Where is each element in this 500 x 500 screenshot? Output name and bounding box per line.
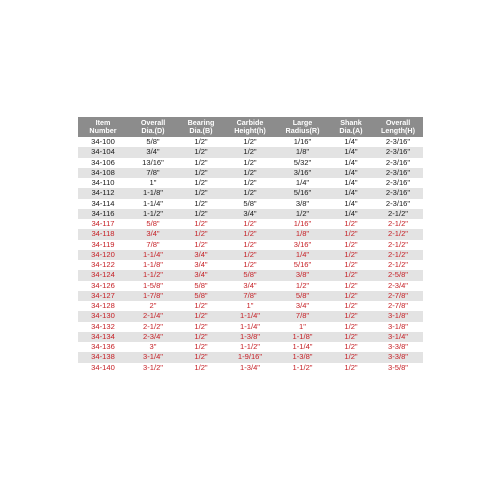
cell-overall-length: 2-3/16": [373, 168, 423, 178]
cell-carbide-height: 1-1/4": [239, 321, 260, 331]
cell-overall-dia: 3": [149, 342, 157, 351]
cell-shank-dia: 1/2": [329, 229, 373, 239]
cell-large-radius: 3/4": [295, 301, 310, 310]
cell-item-number: 34-104: [78, 147, 128, 157]
cell-overall-dia: 5/8": [146, 219, 160, 228]
cell-item-number: 34-110: [91, 178, 115, 187]
cell-large-radius: 1-3/8": [276, 352, 329, 362]
cell-bearing-dia: 1/2": [194, 239, 208, 249]
cell-shank-dia: 1/2": [329, 270, 373, 280]
cell-carbide-height: 1/2": [243, 137, 257, 146]
cell-large-radius: 5/16": [276, 188, 329, 198]
cell-item-number: 34-119: [91, 239, 115, 249]
cell-overall-dia: 3/4": [128, 229, 178, 239]
cell-bearing-dia: 1/2": [178, 209, 224, 219]
cell-carbide-height: 1-3/4": [239, 362, 260, 372]
cell-item-number: 34-120: [78, 250, 128, 260]
cell-shank-dia: 1/4": [344, 178, 358, 187]
cell-bearing-dia: 1/2": [178, 229, 224, 239]
cell-item-number: 34-134: [78, 332, 128, 342]
cell-carbide-height: 7/8": [224, 291, 276, 301]
cell-carbide-height: 1/2": [224, 147, 276, 157]
cell-large-radius: 5/32": [293, 157, 312, 167]
cell-large-radius: 1/2": [295, 280, 310, 290]
cell-shank-dia: 1/2": [344, 362, 358, 372]
table-row: [78, 199, 423, 209]
cell-shank-dia: 1/2": [344, 342, 358, 351]
cell-shank-dia: 1/2": [344, 280, 358, 290]
cell-overall-dia: 1-1/4": [128, 250, 178, 260]
cell-item-number: 34-138: [78, 352, 128, 362]
cell-large-radius: 5/16": [293, 260, 312, 269]
cell-bearing-dia: 1/2": [178, 147, 224, 157]
cell-overall-dia: 3-1/2": [142, 362, 163, 372]
cell-overall-length: 2-1/2": [387, 260, 408, 269]
cell-overall-length: 3-1/8": [373, 311, 423, 321]
cell-large-radius: 1/4": [295, 178, 310, 187]
cell-carbide-height: 3/4": [243, 280, 257, 290]
cell-carbide-height: 1/2": [243, 178, 257, 187]
table-row: [78, 270, 423, 280]
table-row: [78, 332, 423, 342]
cell-overall-dia: 13/16": [142, 157, 164, 167]
cell-large-radius: 1/8": [276, 147, 329, 157]
cell-carbide-height: 1-3/8": [224, 332, 276, 342]
cell-overall-length: 2-1/2": [387, 219, 408, 228]
cell-bearing-dia: 1/2": [194, 301, 208, 310]
cell-large-radius: 3/16": [293, 239, 312, 249]
cell-bearing-dia: 3/4": [194, 260, 208, 269]
table-row: [78, 322, 423, 332]
cell-shank-dia: 1/2": [329, 291, 373, 301]
cell-shank-dia: 1/2": [344, 321, 358, 331]
cell-carbide-height: 1-9/16": [224, 352, 276, 362]
column-header-large-radius: Large Radius(R): [276, 117, 329, 137]
table-row: [78, 229, 423, 239]
table-row: [78, 188, 423, 198]
cell-carbide-height: 1/2": [243, 157, 257, 167]
cell-large-radius: 3/8": [276, 270, 329, 280]
cell-overall-dia: 1": [149, 178, 157, 187]
header-row: [78, 117, 423, 137]
cell-overall-dia: 2": [149, 301, 157, 310]
cell-overall-dia: 1-5/8": [142, 280, 163, 290]
cell-bearing-dia: 1/2": [194, 198, 208, 208]
cell-item-number: 34-132: [91, 321, 115, 331]
cell-overall-length: 2-7/8": [373, 291, 423, 301]
cell-overall-length: 3-1/4": [373, 332, 423, 342]
cell-shank-dia: 1/4": [329, 168, 373, 178]
table-row: [78, 158, 423, 168]
cell-bearing-dia: 3/4": [178, 250, 224, 260]
cell-overall-length: 2-7/8": [387, 301, 408, 310]
cell-large-radius: 5/8": [276, 291, 329, 301]
table-row: [78, 209, 423, 219]
cell-bearing-dia: 1/2": [178, 188, 224, 198]
cell-carbide-height: 5/8": [224, 270, 276, 280]
cell-large-radius: 1/16": [293, 137, 312, 146]
cell-item-number: 34-124: [78, 270, 128, 280]
cell-large-radius: 1/2": [276, 209, 329, 219]
column-header-bearing-dia: Bearing Dia.(B): [178, 117, 224, 137]
cell-carbide-height: 1/2": [224, 229, 276, 239]
cell-item-number: 34-117: [91, 219, 115, 228]
cell-carbide-height: 1-1/4": [224, 311, 276, 321]
cell-carbide-height: 1/2": [224, 168, 276, 178]
cell-carbide-height: 1/2": [224, 250, 276, 260]
cell-item-number: 34-130: [78, 311, 128, 321]
cell-overall-dia: 2-1/4": [128, 311, 178, 321]
table-row: [78, 250, 423, 260]
cell-overall-dia: 3/4": [128, 147, 178, 157]
cell-overall-length: 3-3/8": [387, 342, 408, 351]
cell-carbide-height: 3/4": [224, 209, 276, 219]
cell-overall-dia: 7/8": [128, 168, 178, 178]
cell-shank-dia: 1/4": [329, 147, 373, 157]
table-row: [78, 147, 423, 157]
cell-overall-length: 3-1/8": [387, 321, 408, 331]
table-row: [78, 363, 423, 373]
column-header-carbide-height: Carbide Height(h): [224, 117, 276, 137]
cell-item-number: 34-127: [78, 291, 128, 301]
table-row: [78, 281, 423, 291]
table-row: [78, 260, 423, 270]
cell-overall-dia: 1-1/2": [128, 270, 178, 280]
router-bit-spec-table: [78, 117, 423, 373]
column-header-overall-dia: Overall Dia.(D): [128, 117, 178, 137]
cell-large-radius: 3/8": [295, 198, 310, 208]
cell-shank-dia: 1/2": [329, 250, 373, 260]
cell-shank-dia: 1/2": [344, 239, 358, 249]
spec-table-container: [78, 117, 423, 373]
cell-overall-length: 3-5/8": [387, 362, 408, 372]
cell-item-number: 34-122: [91, 260, 115, 269]
cell-overall-dia: 1-1/8": [128, 188, 178, 198]
cell-item-number: 34-140: [91, 362, 115, 372]
cell-bearing-dia: 1/2": [194, 178, 208, 187]
cell-shank-dia: 1/2": [344, 219, 358, 228]
cell-overall-length: 2-1/2": [373, 250, 423, 260]
cell-large-radius: 1-1/2": [292, 362, 313, 372]
cell-large-radius: 7/8": [276, 311, 329, 321]
cell-shank-dia: 1/2": [329, 311, 373, 321]
cell-bearing-dia: 1/2": [178, 168, 224, 178]
cell-large-radius: 1": [299, 321, 306, 331]
cell-overall-length: 2-1/2": [387, 239, 408, 249]
cell-overall-length: 2-3/4": [387, 280, 408, 290]
cell-carbide-height: 1/2": [243, 260, 257, 269]
cell-carbide-height: 1-1/2": [239, 342, 260, 351]
cell-overall-dia: 1-7/8": [128, 291, 178, 301]
cell-item-number: 34-128: [91, 301, 115, 310]
cell-bearing-dia: 5/8": [178, 291, 224, 301]
cell-large-radius: 1-1/4": [292, 342, 313, 351]
column-header-overall-length: Overall Length(H): [373, 117, 423, 137]
cell-item-number: 34-114: [91, 198, 115, 208]
cell-item-number: 34-112: [78, 188, 128, 198]
cell-large-radius: 1/16": [293, 219, 312, 228]
cell-large-radius: 1/4": [276, 250, 329, 260]
cell-shank-dia: 1/2": [344, 301, 358, 310]
cell-shank-dia: 1/2": [344, 260, 358, 269]
table-header: [78, 117, 423, 137]
cell-item-number: 34-126: [91, 280, 115, 290]
cell-item-number: 34-106: [91, 157, 115, 167]
cell-item-number: 34-136: [91, 342, 115, 351]
table-row: [78, 178, 423, 188]
cell-carbide-height: 1/2": [243, 239, 257, 249]
table-row: [78, 342, 423, 352]
table-row: [78, 168, 423, 178]
table-row: [78, 311, 423, 321]
cell-carbide-height: 1/2": [243, 219, 257, 228]
cell-overall-dia: 1-1/2": [128, 209, 178, 219]
cell-overall-dia: 5/8": [146, 137, 160, 146]
cell-item-number: 34-116: [78, 209, 128, 219]
cell-bearing-dia: 1/2": [178, 332, 224, 342]
table-row: [78, 352, 423, 362]
cell-overall-length: 2-3/16": [385, 198, 411, 208]
cell-bearing-dia: 1/2": [194, 157, 208, 167]
column-header-item-number: Item Number: [78, 117, 128, 137]
cell-overall-length: 2-3/16": [373, 147, 423, 157]
cell-bearing-dia: 1/2": [178, 352, 224, 362]
cell-bearing-dia: 3/4": [178, 270, 224, 280]
cell-overall-length: 2-3/16": [385, 178, 411, 187]
cell-overall-length: 3-3/8": [373, 352, 423, 362]
cell-overall-length: 2-1/2": [373, 229, 423, 239]
cell-overall-dia: 3-1/4": [128, 352, 178, 362]
table-row: [78, 219, 423, 229]
cell-item-number: 34-118: [78, 229, 128, 239]
column-header-shank-dia: Shank Dia.(A): [329, 117, 373, 137]
cell-shank-dia: 1/4": [329, 209, 373, 219]
cell-item-number: 34-108: [78, 168, 128, 178]
table-row: [78, 291, 423, 301]
cell-large-radius: 1/8": [276, 229, 329, 239]
cell-bearing-dia: 5/8": [194, 280, 208, 290]
cell-bearing-dia: 1/2": [194, 137, 208, 146]
cell-shank-dia: 1/2": [329, 332, 373, 342]
cell-overall-length: 2-3/16": [385, 157, 411, 167]
cell-overall-dia: 1-1/4": [142, 198, 163, 208]
cell-shank-dia: 1/4": [329, 188, 373, 198]
cell-overall-dia: 7/8": [146, 239, 160, 249]
cell-shank-dia: 1/4": [344, 137, 358, 146]
cell-overall-length: 2-5/8": [373, 270, 423, 280]
cell-shank-dia: 1/2": [329, 352, 373, 362]
table-body: [78, 137, 423, 373]
cell-bearing-dia: 1/2": [194, 321, 208, 331]
cell-overall-dia: 2-1/2": [142, 321, 163, 331]
cell-carbide-height: 5/8": [243, 198, 257, 208]
cell-carbide-height: 1": [246, 301, 254, 310]
cell-shank-dia: 1/4": [344, 198, 358, 208]
cell-item-number: 34-100: [91, 137, 115, 146]
cell-bearing-dia: 1/2": [194, 342, 208, 351]
cell-overall-dia: 2-3/4": [128, 332, 178, 342]
table-row: [78, 137, 423, 147]
cell-overall-length: 2-1/2": [373, 209, 423, 219]
table-row: [78, 301, 423, 311]
cell-overall-length: 2-3/16": [385, 137, 411, 146]
table-row: [78, 240, 423, 250]
cell-bearing-dia: 1/2": [194, 362, 208, 372]
cell-overall-dia: 1-1/8": [142, 260, 163, 269]
cell-overall-length: 2-3/16": [373, 188, 423, 198]
cell-shank-dia: 1/4": [344, 157, 358, 167]
cell-bearing-dia: 1/2": [178, 311, 224, 321]
cell-large-radius: 3/16": [276, 168, 329, 178]
cell-large-radius: 1-1/8": [276, 332, 329, 342]
cell-bearing-dia: 1/2": [194, 219, 208, 228]
cell-carbide-height: 1/2": [224, 188, 276, 198]
